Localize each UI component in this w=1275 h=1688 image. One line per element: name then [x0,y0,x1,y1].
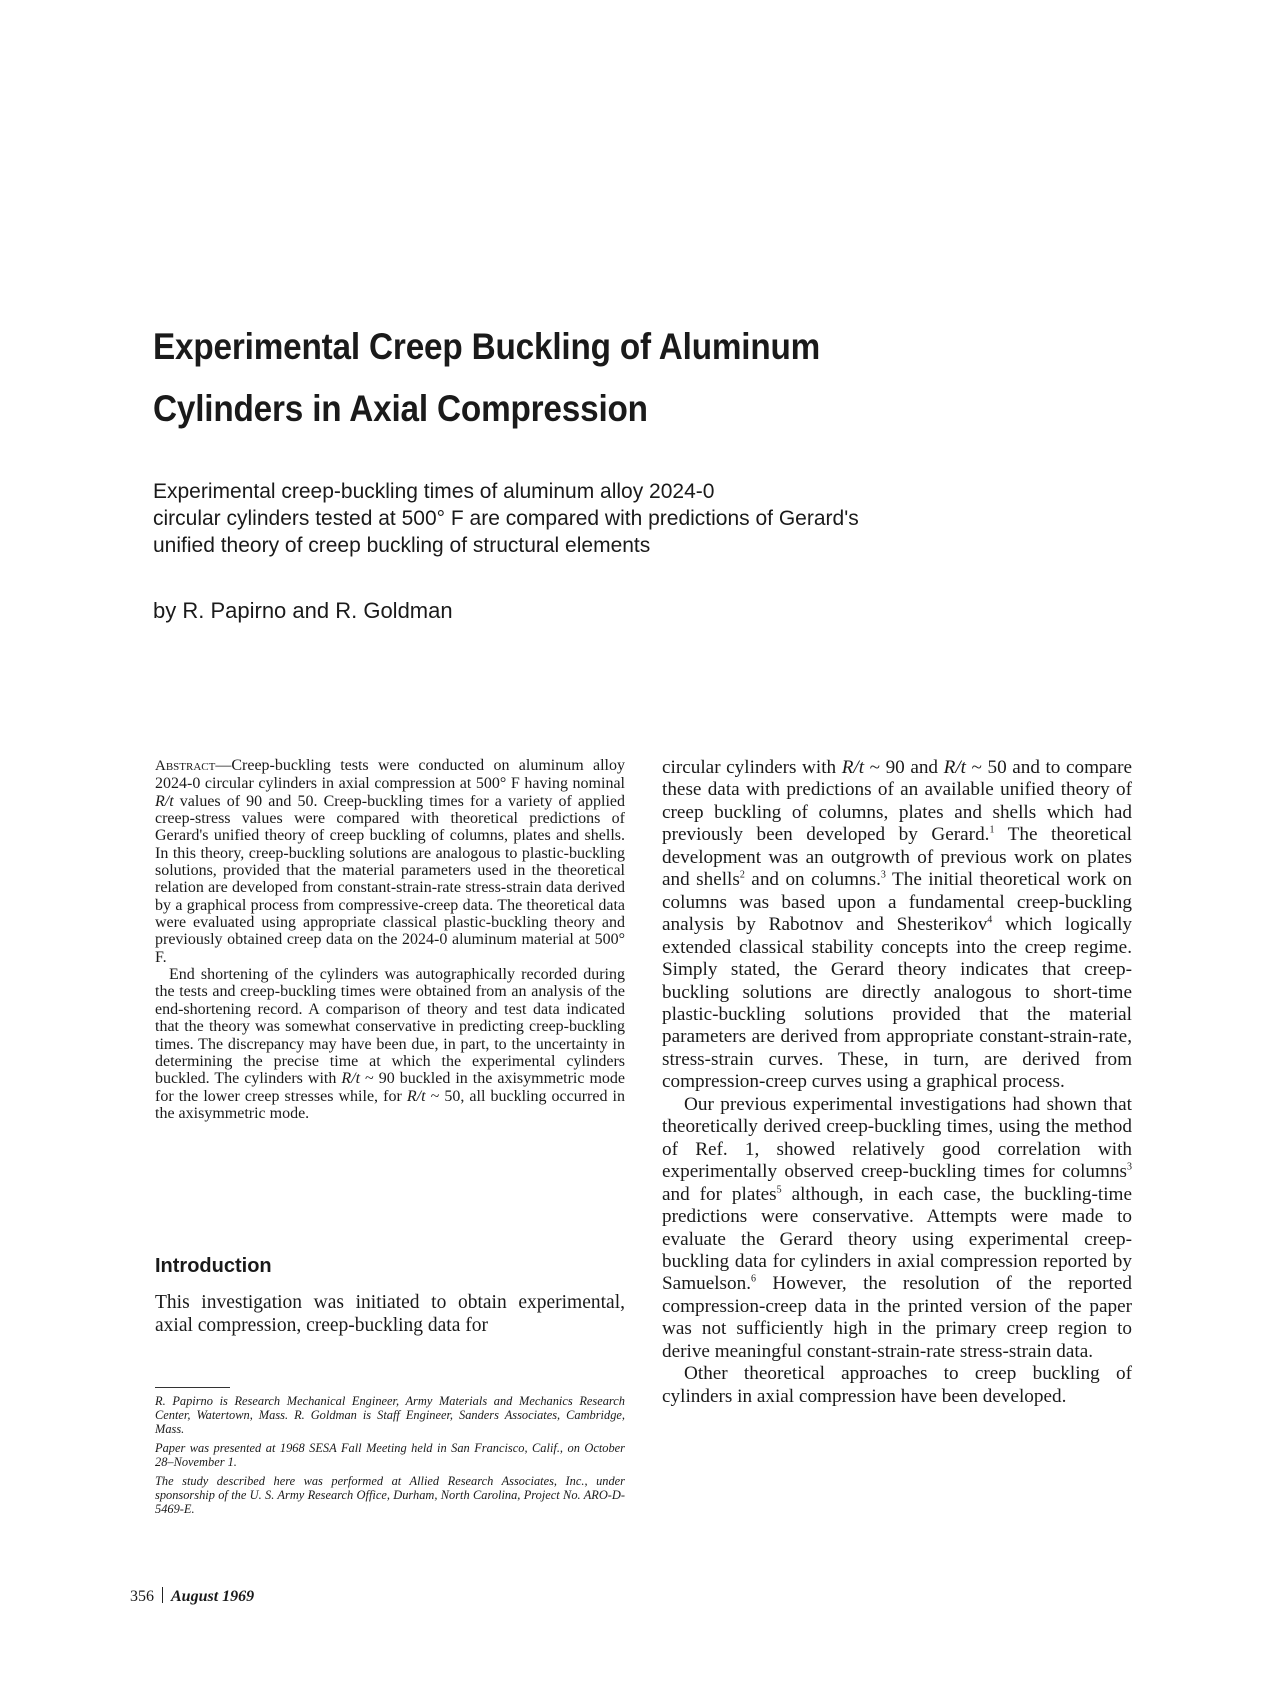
reference-marker: 2 [739,869,745,881]
abstract-label: Abstract [155,758,216,774]
footer-separator [162,1587,163,1603]
footnote-rule [155,1387,230,1388]
body-paragraph-2: Our previous experimental investigations had shown that theoretically derived creep-buckling times, using the method of Ref. 1, showed relatively good correlation with experimentally observed creep-buckling times for columns$^3$ and for plates$^5$ although, in each case, the buckling-time predictions were conservative. Attempts were made to evaluate the Gerard theory using experimental creep-buckling data for cylinders in axial compression reported by Samuelson.$^6$ However, the resolution of the reported compression-creep data in the printed version of the paper was not sufficiently high in the primary creep region to derive meaningful constant-strain-rate stress-strain data. [662,1093,1132,1362]
footnotes [155,1394,625,1521]
introduction-text: This investigation was initiated to obtain experimental, axial compression, creep-buckling data for [155,1292,625,1336]
footnote-meeting: Paper was presented at 1968 SESA Fall Meeting held in San Francisco, Calif., on October 28–November 1. [155,1441,625,1469]
issue-date: August 1969 [171,1588,255,1605]
footnote-sponsor: The study described here was performed at Allied Research Associates, Inc., under sponsorship of the U. S. Army Research Office, Durham, North Carolina, Project No. ARO-D-5469-E. [155,1474,625,1516]
reference-marker: 3 [1127,1161,1132,1173]
title-line-2: Cylinders in Axial Compression [153,388,648,429]
reference-marker: 4 [987,914,993,926]
page-number: 356 [130,1588,154,1605]
abstract-paragraph-2: End shortening of the cylinders was autographically recorded during the tests and creep-buckling times were obtained from an analysis of the end-shortening record. A comparison of theory and test data indicated that the theory was somewhat conservative in predicting creep-buckling times. The discrepancy may have been due, in part, to the uncertainty in determining the precise time at which the experimental cylinders buckled. The cylinders with R/t ~ 90 buckled in the axisymmetric mode for the lower creep stresses while, for R/t ~ 50, all buckling occurred in the axisymmetric mode. [155,966,626,1122]
subtitle-line-3: unified theory of creep buckling of structural elements [153,534,651,557]
introduction-heading: Introduction [155,1255,272,1277]
reference-marker: 1 [989,824,995,836]
reference-marker: 6 [751,1274,757,1286]
body-paragraph-1: circular cylinders with R/t ~ 90 and R/t ~ 50 and to compare these data with predictions of an available unified theory of creep buckling of columns, plates and shells which had previously been developed by Gerard.$^1$ The theoretical development was an outgrowth of previous work on plates and shells$^2$ and on columns.$^3$ The initial theoretical work on columns was based upon a fundamental creep-buckling analysis by Rabotnov and Shesterikov$^4$ which logically extended classical stability concepts into the creep regime. Simply stated, the Gerard theory indicates that creep-buckling solutions are directly analogous to short-time plastic-buckling solutions provided that the material parameters are derived from appropriate constant-strain-rate, stress-strain curves. These, in turn, are derived from compression-creep curves using a graphical process. [662,757,1133,1093]
body-paragraph-3: Other theoretical approaches to creep buckling of cylinders in axial compression have been developed. [662,1363,1132,1407]
page-footer [130,1587,254,1606]
abstract [155,757,625,1122]
right-column [662,757,1132,1408]
abstract-paragraph-1: Abstract—Creep-buckling tests were conducted on aluminum alloy 2024-0 circular cylinders in axial compression at 500° F having nominal R/t values of 90 and 50. Creep-buckling times for a variety of applied creep-stress values were compared with theoretical predictions of Gerard's unified theory of creep buckling of columns, plates and shells. In this theory, creep-buckling solutions are analogous to plastic-buckling solutions, provided that the material parameters used in the theoretical relation are developed from constant-strain-rate stress-strain data derived by a graphical process from compressive-creep data. The theoretical data were evaluated using appropriate classical plastic-buckling theory and previously obtained creep data on the 2024-0 aluminum material at 500° F. [155,757,625,966]
title-line-1: Experimental Creep Buckling of Aluminum [153,326,821,367]
article-title [153,316,963,440]
subtitle-line-1: Experimental creep-buckling times of aluminum alloy 2024-0 [153,480,715,503]
subtitle-line-2: circular cylinders tested at 500° F are compared with predictions of Gerard's [153,507,859,530]
author-byline: by R. Papirno and R. Goldman [153,598,453,623]
reference-marker: 3 [880,869,886,881]
reference-marker: 5 [776,1184,782,1196]
article-subtitle [153,478,973,559]
footnote-authors: R. Papirno is Research Mechanical Engineer, Army Materials and Mechanics Research Center, Watertown, Mass. R. Goldman is Staff Engineer, Sanders Associates, Cambridge, Mass. [155,1394,625,1436]
